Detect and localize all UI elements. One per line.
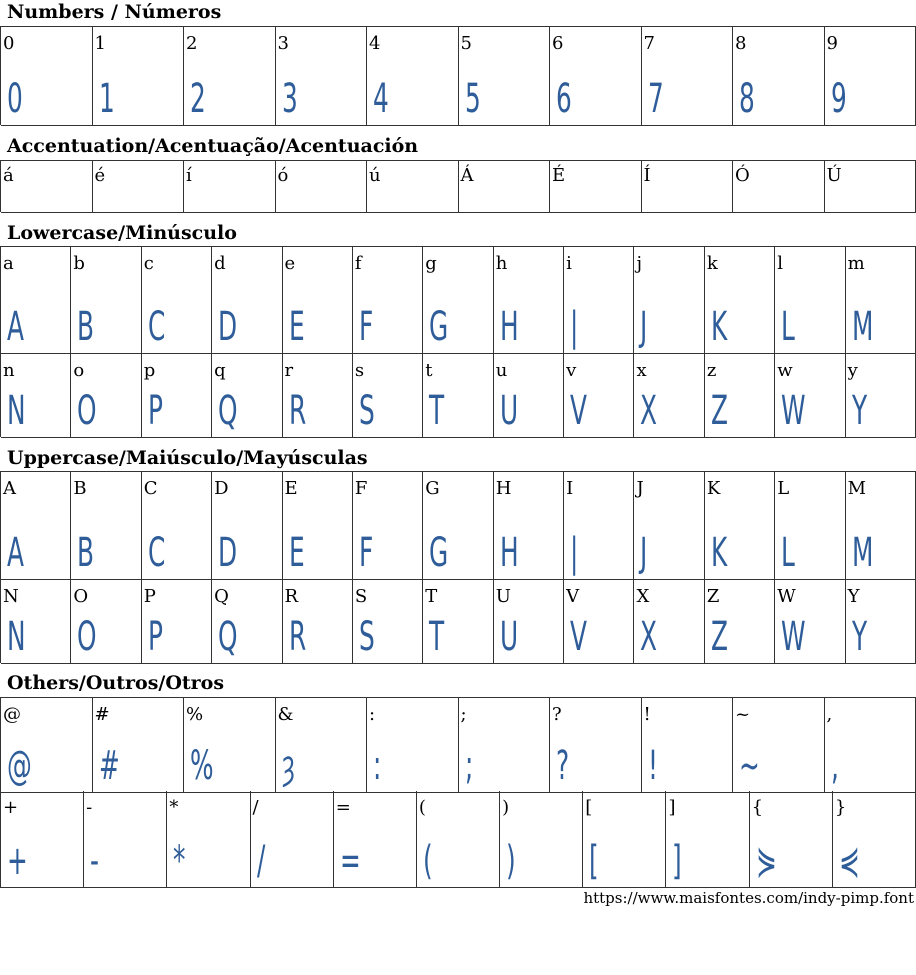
- glyph-label: c: [143, 253, 154, 274]
- glyph-sample: P: [147, 388, 163, 434]
- glyph-sample: K: [710, 530, 728, 576]
- title-others: Others/Outros/Otros: [7, 672, 225, 694]
- glyph-cell: [93, 698, 185, 793]
- glyph-label: ,: [826, 704, 833, 725]
- glyph-sample: A: [7, 530, 24, 576]
- glyph-cell: [733, 698, 825, 793]
- glyph-sample: (: [422, 838, 433, 884]
- glyph-sample: C: [147, 530, 166, 576]
- glyph-label: H: [495, 478, 512, 499]
- glyph-cell: [1, 698, 93, 793]
- glyph-cell: [283, 247, 353, 354]
- glyph-sample: V: [570, 388, 588, 434]
- glyph-sample: G: [429, 304, 449, 350]
- glyph-cell: [705, 580, 775, 664]
- glyph-sample: W: [781, 614, 806, 660]
- glyph-label: X: [636, 586, 650, 607]
- glyph-cell: [334, 791, 417, 888]
- glyph-sample: =: [339, 838, 361, 884]
- glyph-label: I: [566, 478, 574, 499]
- glyph-sample: K: [710, 304, 728, 350]
- glyph-label: G: [425, 478, 440, 499]
- glyph-label: A: [3, 478, 16, 499]
- glyph-label: E: [284, 478, 298, 499]
- glyph-sample: B: [77, 530, 95, 576]
- glyph-cell: [825, 161, 916, 213]
- glyph-sample: U: [499, 614, 518, 660]
- glyph-cell: [212, 354, 282, 438]
- glyph-label: o: [73, 360, 85, 381]
- glyph-sample: 1: [98, 76, 115, 122]
- glyph-label: +: [3, 797, 19, 818]
- glyph-cell: [1, 354, 71, 438]
- glyph-cell: [634, 247, 704, 354]
- glyph-sample: ~: [739, 743, 760, 789]
- glyph-sample: @: [7, 743, 32, 789]
- glyph-cell: [212, 247, 282, 354]
- glyph-sample: #: [98, 743, 120, 789]
- glyph-label: é: [94, 165, 106, 186]
- glyph-sample: -: [90, 838, 100, 884]
- glyph-sample: O: [77, 388, 97, 434]
- glyph-label: 1: [94, 33, 106, 54]
- glyph-sample: X: [640, 614, 658, 660]
- glyph-label: v: [566, 360, 577, 381]
- glyph-sample: P: [147, 614, 163, 660]
- glyph-sample: L: [781, 304, 796, 350]
- glyph-label: a: [3, 253, 14, 274]
- glyph-cell: [1, 161, 93, 213]
- glyph-cell: [276, 698, 368, 793]
- glyph-label: Y: [847, 586, 860, 607]
- glyph-cell: [733, 161, 825, 213]
- glyph-label: j: [636, 253, 643, 274]
- glyph-cell: [550, 161, 642, 213]
- glyph-label: t: [425, 360, 433, 381]
- glyph-label: O: [73, 586, 89, 607]
- glyph-label: x: [636, 360, 647, 381]
- glyph-label: &: [277, 704, 294, 725]
- glyph-sample: !: [647, 743, 658, 789]
- glyph-sample: 8: [739, 76, 755, 122]
- glyph-label: 8: [735, 33, 747, 54]
- glyph-sample: W: [781, 388, 806, 434]
- glyph-cell: [500, 791, 583, 888]
- glyph-cell: [423, 580, 493, 664]
- grid-others-row1: [0, 697, 916, 792]
- glyph-cell: [212, 472, 282, 580]
- glyph-sample: ⋞: [838, 838, 860, 884]
- title-uppercase: Uppercase/Maiúsculo/Mayúsculas: [7, 447, 368, 469]
- glyph-cell: [642, 698, 734, 793]
- glyph-label: W: [777, 586, 796, 607]
- glyph-cell: [142, 354, 212, 438]
- glyph-cell: [775, 580, 845, 664]
- glyph-cell: [550, 27, 642, 126]
- glyph-sample: B: [77, 304, 95, 350]
- glyph-cell: [494, 247, 564, 354]
- glyph-label: N: [3, 586, 19, 607]
- glyph-cell: [353, 580, 423, 664]
- glyph-sample: R: [288, 614, 306, 660]
- glyph-label: -: [86, 797, 93, 818]
- glyph-label: u: [495, 360, 508, 381]
- glyph-label: Ó: [735, 165, 750, 186]
- glyph-label: {: [751, 797, 764, 818]
- glyph-label: m: [847, 253, 865, 274]
- glyph-label: T: [425, 586, 438, 607]
- grid-others-row2: [0, 791, 916, 888]
- glyph-sample: Y: [851, 388, 867, 434]
- glyph-cell: [846, 247, 916, 354]
- grid-numbers: [0, 26, 916, 125]
- glyph-sample: [: [589, 838, 599, 884]
- glyph-sample: N: [7, 388, 26, 434]
- glyph-cell: [84, 791, 167, 888]
- glyph-label: S: [354, 586, 368, 607]
- glyph-cell: [283, 580, 353, 664]
- glyph-sample: ?: [556, 743, 570, 789]
- glyph-sample: ȝ: [281, 743, 295, 789]
- glyph-label: [: [585, 797, 593, 818]
- glyph-cell: [459, 698, 551, 793]
- glyph-sample: 9: [830, 76, 847, 122]
- glyph-sample: 3: [281, 76, 298, 122]
- glyph-label: P: [143, 586, 156, 607]
- glyph-sample: R: [288, 388, 306, 434]
- glyph-label: b: [73, 253, 85, 274]
- glyph-cell: [833, 791, 916, 888]
- glyph-cell: [276, 161, 368, 213]
- glyph-cell: [93, 161, 185, 213]
- glyph-label: 9: [826, 33, 838, 54]
- glyph-cell: [1, 247, 71, 354]
- glyph-sample: O: [77, 614, 97, 660]
- glyph-cell: [184, 161, 276, 213]
- glyph-cell: [353, 247, 423, 354]
- glyph-label: ): [502, 797, 510, 818]
- glyph-sample: J: [640, 304, 648, 350]
- glyph-label: 2: [186, 33, 198, 54]
- glyph-label: n: [3, 360, 15, 381]
- glyph-cell: [775, 354, 845, 438]
- glyph-cell: [733, 27, 825, 126]
- glyph-cell: [459, 27, 551, 126]
- glyph-sample: Z: [710, 614, 728, 660]
- glyph-label: Á: [460, 165, 474, 186]
- glyph-label: Q: [214, 586, 229, 607]
- glyph-label: V: [566, 586, 580, 607]
- glyph-cell: [1, 580, 71, 664]
- glyph-cell: [367, 27, 459, 126]
- glyph-sample: Z: [710, 388, 728, 434]
- glyph-sample: J: [640, 530, 648, 576]
- glyph-sample: D: [218, 530, 238, 576]
- glyph-label: l: [777, 253, 783, 274]
- glyph-cell: [705, 247, 775, 354]
- glyph-sample: :: [373, 743, 382, 789]
- glyph-cell: [564, 580, 634, 664]
- glyph-cell: [550, 698, 642, 793]
- glyph-cell: [634, 580, 704, 664]
- glyph-cell: [705, 472, 775, 580]
- glyph-label: J: [636, 478, 644, 499]
- glyph-label: ~: [735, 704, 751, 725]
- glyph-sample: T: [429, 388, 445, 434]
- glyph-label: 7: [643, 33, 655, 54]
- glyph-sample: %: [190, 743, 214, 789]
- glyph-label: d: [214, 253, 226, 274]
- glyph-label: 5: [460, 33, 472, 54]
- glyph-sample: +: [7, 838, 28, 884]
- glyph-cell: [775, 472, 845, 580]
- glyph-label: f: [354, 253, 362, 274]
- glyph-cell: [564, 354, 634, 438]
- glyph-label: L: [777, 478, 790, 499]
- grid-accents: [0, 160, 916, 212]
- glyph-sample: N: [7, 614, 26, 660]
- glyph-cell: [775, 247, 845, 354]
- glyph-cell: [494, 354, 564, 438]
- glyph-sample: E: [288, 530, 305, 576]
- glyph-label: F: [354, 478, 368, 499]
- glyph-label: í: [186, 165, 192, 186]
- glyph-cell: [642, 161, 734, 213]
- glyph-cell: [142, 472, 212, 580]
- glyph-label: 0: [3, 33, 15, 54]
- glyph-cell: [417, 791, 500, 888]
- glyph-sample: 6: [556, 76, 572, 122]
- glyph-cell: [283, 354, 353, 438]
- glyph-label: ;: [460, 704, 467, 725]
- glyph-sample: Y: [851, 614, 867, 660]
- glyph-cell: [825, 698, 916, 793]
- grid-lowercase: [0, 246, 916, 437]
- glyph-cell: [825, 27, 916, 126]
- glyph-label: Z: [706, 586, 720, 607]
- glyph-cell: [1, 27, 93, 126]
- glyph-sample: F: [358, 530, 374, 576]
- glyph-cell: [251, 791, 334, 888]
- glyph-label: É: [552, 165, 566, 186]
- glyph-sample: 4: [373, 76, 389, 122]
- glyph-sample: 2: [190, 76, 206, 122]
- glyph-sample: /: [256, 838, 265, 884]
- glyph-cell: [184, 27, 276, 126]
- glyph-label: g: [425, 253, 437, 274]
- glyph-sample: ]: [672, 838, 683, 884]
- glyph-label: 4: [369, 33, 381, 54]
- glyph-sample: T: [429, 614, 445, 660]
- glyph-cell: [459, 161, 551, 213]
- glyph-cell: [353, 472, 423, 580]
- glyph-cell: [71, 580, 141, 664]
- glyph-sample: S: [358, 388, 375, 434]
- glyph-sample: M: [851, 304, 874, 350]
- glyph-label: %: [186, 704, 204, 725]
- glyph-cell: [750, 791, 833, 888]
- glyph-cell: [634, 472, 704, 580]
- glyph-sample: ⋟: [755, 838, 777, 884]
- glyph-label: ó: [277, 165, 289, 186]
- glyph-sample: A: [7, 304, 24, 350]
- glyph-label: !: [643, 704, 651, 725]
- glyph-cell: [705, 354, 775, 438]
- glyph-sample: 7: [647, 76, 664, 122]
- glyph-label: /: [252, 797, 259, 818]
- glyph-label: w: [777, 360, 793, 381]
- glyph-sample: X: [640, 388, 658, 434]
- glyph-cell: [1, 791, 84, 888]
- glyph-cell: [212, 580, 282, 664]
- glyph-label: y: [847, 360, 858, 381]
- glyph-cell: [283, 472, 353, 580]
- glyph-sample: U: [499, 388, 518, 434]
- glyph-label: Ú: [826, 165, 842, 186]
- glyph-label: R: [284, 586, 299, 607]
- glyph-sample: ;: [464, 743, 473, 789]
- glyph-label: B: [73, 478, 87, 499]
- glyph-cell: [423, 247, 493, 354]
- glyph-sample: ,: [830, 743, 839, 789]
- glyph-label: 3: [277, 33, 289, 54]
- glyph-cell: [71, 472, 141, 580]
- glyph-sample: 5: [464, 76, 481, 122]
- glyph-sample: C: [147, 304, 166, 350]
- glyph-sample: Q: [218, 614, 238, 660]
- glyph-label: ]: [668, 797, 676, 818]
- glyph-label: s: [354, 360, 365, 381]
- glyph-label: M: [847, 478, 867, 499]
- glyph-label: á: [3, 165, 14, 186]
- glyph-sample: M: [851, 530, 874, 576]
- glyph-cell: [634, 354, 704, 438]
- glyph-sample: L: [781, 530, 796, 576]
- glyph-cell: [93, 27, 185, 126]
- glyph-label: D: [214, 478, 229, 499]
- grid-uppercase: [0, 471, 916, 663]
- title-accents: Accentuation/Acentuação/Acentuación: [7, 135, 419, 157]
- glyph-sample: D: [218, 304, 238, 350]
- title-numbers: Numbers / Números: [7, 1, 222, 23]
- glyph-label: Í: [643, 165, 651, 186]
- glyph-cell: [184, 698, 276, 793]
- glyph-cell: [167, 791, 250, 888]
- glyph-cell: [423, 472, 493, 580]
- glyph-sample: H: [499, 304, 519, 350]
- glyph-sample: H: [499, 530, 519, 576]
- glyph-cell: [367, 698, 459, 793]
- glyph-label: k: [706, 253, 718, 274]
- glyph-label: h: [495, 253, 508, 274]
- glyph-cell: [564, 472, 634, 580]
- glyph-label: C: [143, 478, 158, 499]
- glyph-cell: [367, 161, 459, 213]
- glyph-sample: |: [570, 304, 579, 350]
- glyph-label: U: [495, 586, 511, 607]
- glyph-label: }: [834, 797, 847, 818]
- glyph-cell: [353, 354, 423, 438]
- glyph-label: K: [706, 478, 721, 499]
- glyph-label: z: [706, 360, 717, 381]
- glyph-cell: [423, 354, 493, 438]
- title-lowercase: Lowercase/Minúsculo: [7, 222, 237, 244]
- glyph-label: 6: [552, 33, 564, 54]
- glyph-cell: [583, 791, 666, 888]
- glyph-label: (: [418, 797, 426, 818]
- glyph-label: *: [169, 797, 179, 818]
- glyph-cell: [846, 580, 916, 664]
- glyph-cell: [142, 580, 212, 664]
- glyph-sample: Q: [218, 388, 238, 434]
- glyph-label: e: [284, 253, 296, 274]
- glyph-cell: [142, 247, 212, 354]
- glyph-label: @: [3, 704, 21, 725]
- glyph-cell: [846, 354, 916, 438]
- glyph-sample: *: [173, 838, 186, 884]
- glyph-label: r: [284, 360, 294, 381]
- glyph-cell: [642, 27, 734, 126]
- glyph-label: p: [143, 360, 156, 381]
- glyph-label: ?: [552, 704, 562, 725]
- glyph-cell: [564, 247, 634, 354]
- glyph-sample: E: [288, 304, 305, 350]
- glyph-cell: [494, 580, 564, 664]
- glyph-cell: [71, 354, 141, 438]
- glyph-cell: [1, 472, 71, 580]
- glyph-sample: ): [506, 838, 516, 884]
- glyph-sample: G: [429, 530, 449, 576]
- glyph-label: #: [94, 704, 110, 725]
- footer-url: https://www.maisfontes.com/indy-pimp.font: [583, 889, 914, 907]
- glyph-sample: V: [570, 614, 588, 660]
- glyph-cell: [494, 472, 564, 580]
- glyph-label: q: [214, 360, 226, 381]
- glyph-sample: S: [358, 614, 375, 660]
- glyph-label: :: [369, 704, 376, 725]
- glyph-label: ú: [369, 165, 381, 186]
- glyph-label: i: [566, 253, 572, 274]
- glyph-sample: F: [358, 304, 374, 350]
- glyph-cell: [71, 247, 141, 354]
- glyph-sample: 0: [7, 76, 23, 122]
- glyph-label: =: [335, 797, 351, 818]
- glyph-sample: |: [570, 530, 579, 576]
- glyph-cell: [666, 791, 749, 888]
- glyph-cell: [276, 27, 368, 126]
- glyph-cell: [846, 472, 916, 580]
